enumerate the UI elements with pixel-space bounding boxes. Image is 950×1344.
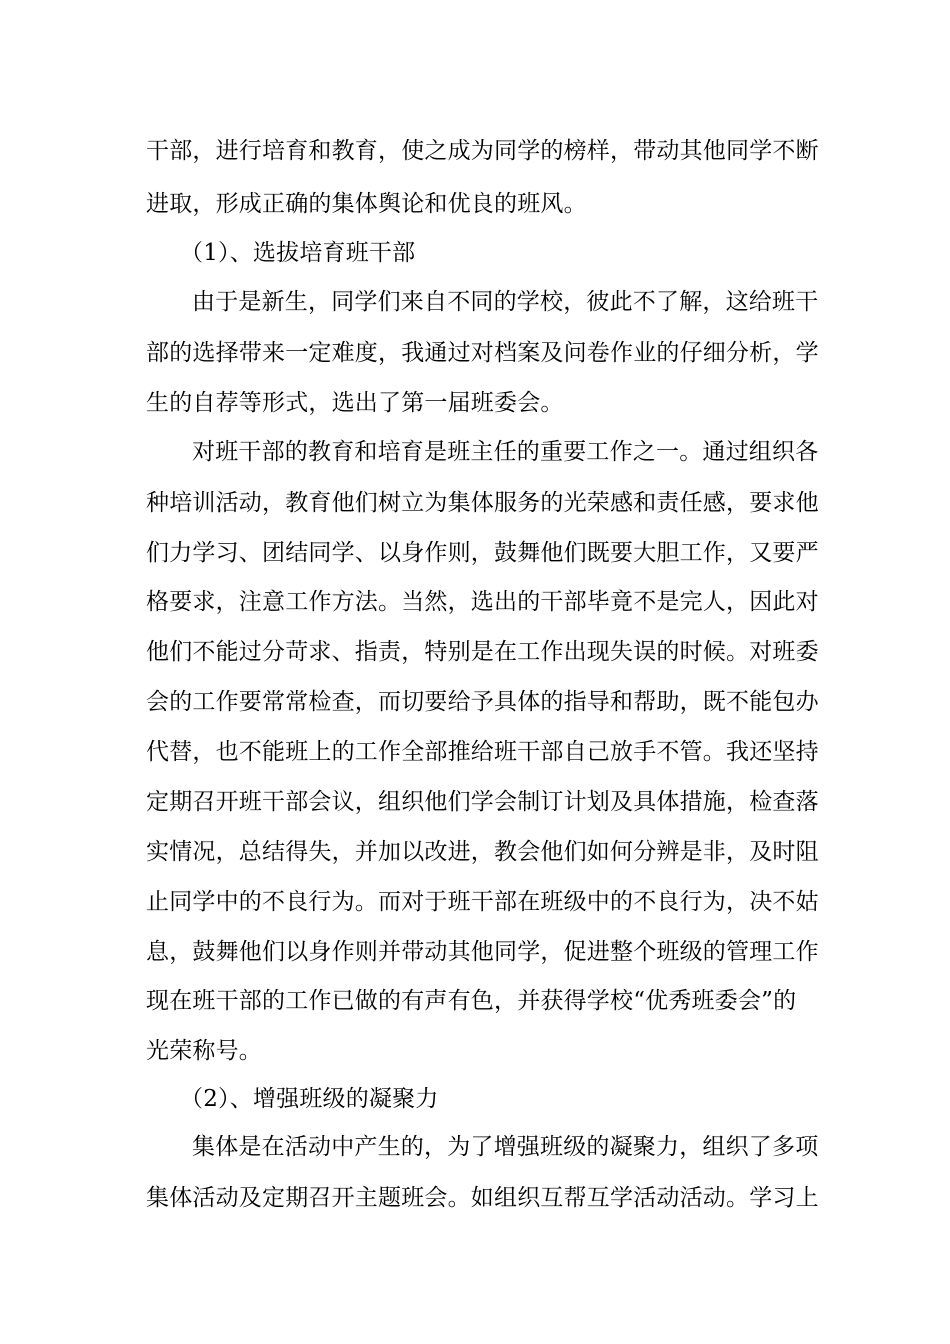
text-line: 止同学中的不良行为。而对于班干部在班级中的不良行为，决不姑: [146, 889, 819, 915]
text-line: 干部，进行培育和教育，使之成为同学的榜样，带动其他同学不断: [146, 138, 819, 164]
text-line: 由于是新生，同学们来自不同的学校，彼此不了解，这给班干: [192, 289, 819, 315]
text-line: 部的选择带来一定难度，我通过对档案及问卷作业的仔细分析，学: [146, 340, 819, 366]
text-line: 格要求，注意工作方法。当然，选出的干部毕竟不是完人，因此对: [146, 589, 819, 615]
text-line: 集体是在活动中产生的，为了增强班级的凝聚力，组织了多项: [192, 1134, 819, 1160]
text-line: 进取，形成正确的集体舆论和优良的班风。: [146, 191, 587, 217]
section-heading: （1）、选拔培育班干部: [180, 240, 416, 266]
text-line: 实情况，总结得失，并加以改进，教会他们如何分辨是非，及时阻: [146, 839, 819, 865]
text-line: 集体活动及定期召开主题班会。如组织互帮互学活动活动。学习上: [146, 1185, 819, 1211]
text-line: 息，鼓舞他们以身作则并带动其他同学，促进整个班级的管理工作: [146, 939, 819, 965]
text-line: 定期召开班干部会议，组织他们学会制订计划及具体措施，检查落: [146, 789, 819, 815]
text-line: 生的自荐等形式，选出了第一届班委会。: [146, 390, 564, 416]
section-heading: （2）、增强班级的凝聚力: [180, 1086, 439, 1112]
text-line: 他们不能过分苛求、指责，特别是在工作出现失误的时候。对班委: [146, 639, 819, 665]
text-line: 们力学习、团结同学、以身作则，鼓舞他们既要大胆工作，又要严: [146, 540, 819, 566]
text-line: 现在班干部的工作已做的有声有色，并获得学校“优秀班委会”的: [146, 988, 797, 1014]
text-line: 代替，也不能班上的工作全部推给班干部自己放手不管。我还坚持: [146, 739, 819, 765]
text-line: 对班干部的教育和培育是班主任的重要工作之一。通过组织各: [192, 439, 819, 465]
text-line: 光荣称号。: [146, 1038, 262, 1064]
text-line: 种培训活动，教育他们树立为集体服务的光荣感和责任感，要求他: [146, 490, 819, 516]
text-line: 会的工作要常常检查，而切要给予具体的指导和帮助，既不能包办: [146, 689, 819, 715]
